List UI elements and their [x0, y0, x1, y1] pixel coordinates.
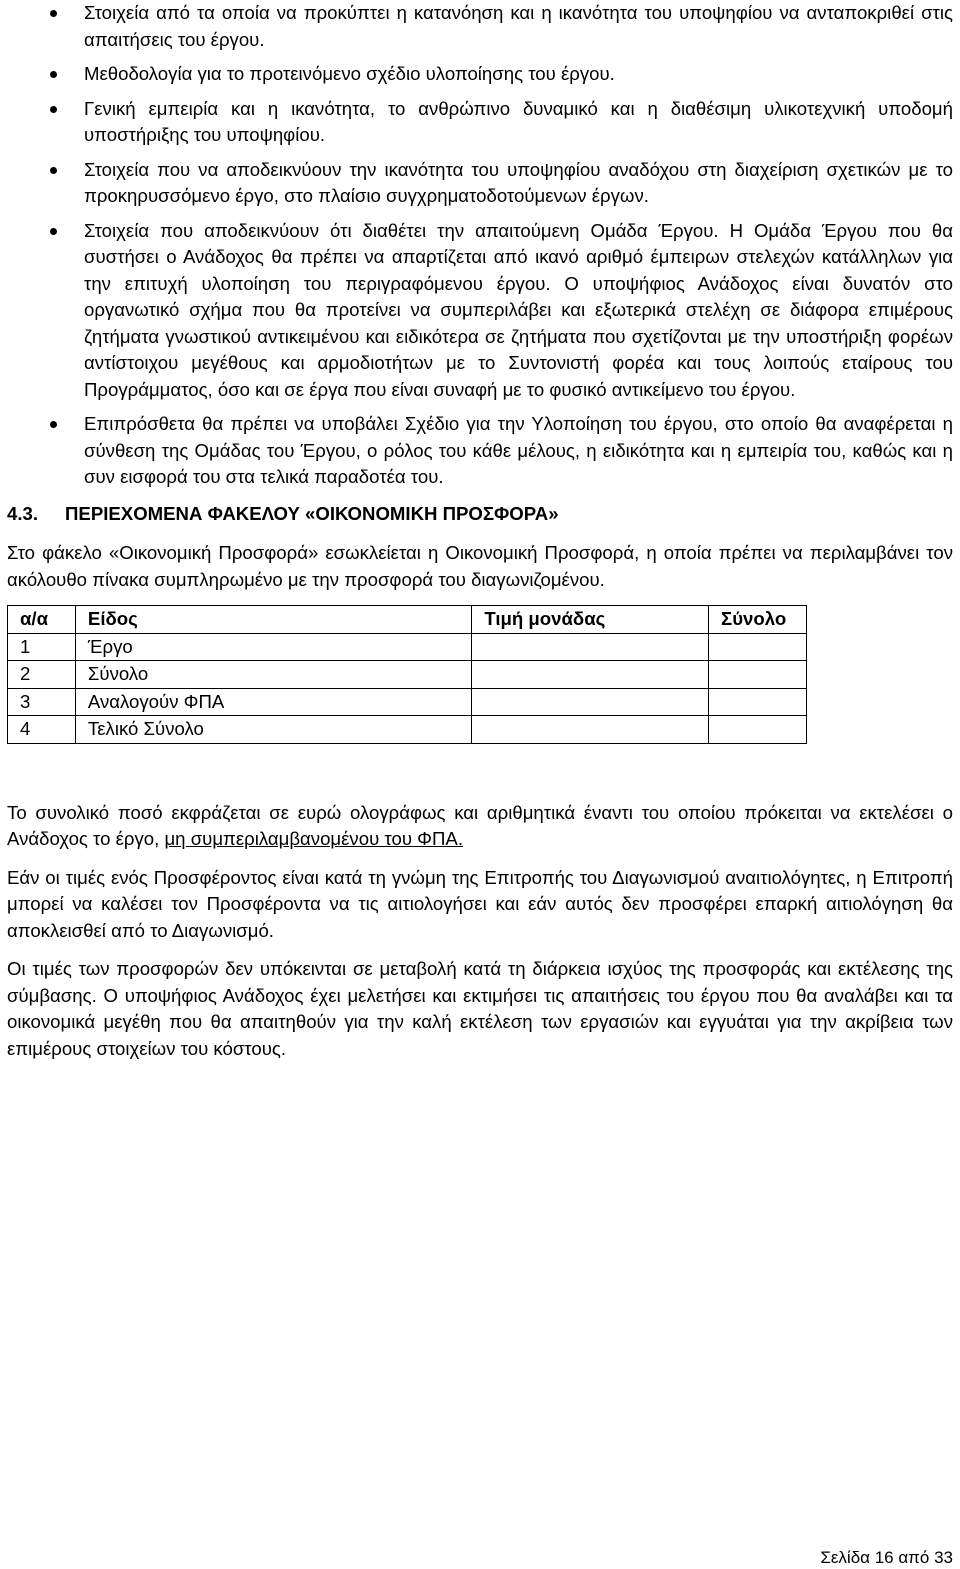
table-cell: Σύνολο [75, 661, 471, 689]
total-amount-paragraph: Το συνολικό ποσό εκφράζεται σε ευρώ ολογράφως και αριθμητικά έναντι του οποίου πρόκειται να εκτελέσει ο Ανάδοχος το έργο, μη συμπεριλαμβανομένου του ΦΠΑ. [7, 801, 953, 849]
list-item: Στοιχεία από τα οποία να προκύπτει η κατανόηση και η ικανότητα του υποψηφίου να ανταποκριθεί στις απαιτήσεις του έργου. [7, 0, 953, 53]
table-row [8, 716, 807, 744]
table-cell: Έργο [75, 633, 471, 661]
bullet-icon [50, 421, 57, 428]
list-item: Στοιχεία που να αποδεικνύουν την ικανότητα του υποψηφίου αναδόχου στη διαχείριση σχετικών με το προκηρυσσόμενο έργο, στο πλαίσιο συγχρηματοδοτούμενων έργων. [7, 157, 953, 210]
column-header-aa: α/α [8, 606, 76, 634]
financial-offer-table [7, 605, 807, 744]
column-header-total: Σύνολο [709, 606, 807, 634]
list-item: Επιπρόσθετα θα πρέπει να υποβάλει Σχέδιο για την Υλοποίηση του έργου, στο οποίο θα αναφέρεται η σύνθεση της Ομάδας του Έργου, ο ρόλος του κάθε μέλους, η ειδικότητα και η εμπειρία του, καθώς και η συν εισφορά του στα τελικά παραδοτέα του. [7, 411, 953, 491]
bullet-icon [50, 71, 57, 78]
section-number: 4.3. [7, 502, 39, 524]
list-item: Στοιχεία που αποδεικνύουν ότι διαθέτει την απαιτούμενη Ομάδα Έργου. Η Ομάδα Έργου που θα συστήσει ο Ανάδοχος θα πρέπει να απαρτίζεται από ικανό αριθμό έμπειρων στελεχών κατάλληλων για την επιτυχή υλοποίηση του περιγραφόμενου έργου. Ο υποψήφιος Ανάδοχος είναι δυνατόν στο οργανωτικό σχήμα που θα προτείνει να συμπεριλάβει και εξωτερικά στελέχη σε διάφορα επιμέρους ζητήματα γνωστικού αντικειμένου και ειδικότερα σε ζητήματα που σχετίζονται με την υποστήριξη φορέων αντίστοιχου μεγέθους και αρμοδιοτήτων με το Συντονιστή φορέα και τους λοιπούς εταίρους του Προγράμματος, όσο και σε έργα που είναι συναφή με το φυσικό αντικείμενο του έργου. [7, 218, 953, 404]
table-cell: Τελικό Σύνολο [75, 716, 471, 744]
page-number: Σελίδα 16 από 33 [820, 1548, 953, 1567]
bullet-icon [50, 10, 57, 17]
list-item: Γενική εμπειρία και η ικανότητα, το ανθρώπινο δυναμικό και η διαθέσιμη υλικοτεχνική υποδομή υποστήριξης του υποψηφίου. [7, 96, 953, 149]
table-row [8, 633, 807, 661]
document-page [7, 0, 953, 1074]
intro-paragraph: Στο φάκελο «Οικονομική Προσφορά» εσωκλείεται η Οικονομική Προσφορά, η οποία πρέπει να περιλαμβάνει τον ακόλουθο πίνακα συμπληρωμένο με την προσφορά του διαγωνιζομένου. [7, 542, 953, 590]
table-cell [709, 633, 807, 661]
table-header-row [8, 606, 807, 634]
table-row [8, 661, 807, 689]
table-cell: Αναλογούν ΦΠΑ [75, 688, 471, 716]
table-cell [709, 716, 807, 744]
table-cell: 3 [8, 688, 76, 716]
table-cell [709, 661, 807, 689]
table-cell: 4 [8, 716, 76, 744]
table-cell [472, 716, 709, 744]
bullet-icon [50, 167, 57, 174]
column-header-unit-price: Τιμή μονάδας [472, 606, 709, 634]
section-title: ΠΕΡΙΕΧΟΜΕΝΑ ΦΑΚΕΛΟΥ «ΟΙΚΟΝΟΜΙΚΗ ΠΡΟΣΦΟΡΑ» [65, 502, 559, 524]
table-cell [472, 661, 709, 689]
table-cell [709, 688, 807, 716]
table-cell [472, 633, 709, 661]
bullet-icon [50, 106, 57, 113]
bullet-icon [50, 228, 57, 235]
table-cell: 2 [8, 661, 76, 689]
section-heading [7, 501, 953, 528]
unjustified-prices-paragraph: Εάν οι τιμές ενός Προσφέροντος είναι κατά τη γνώμη της Επιτροπής του Διαγωνισμού αναιτιολόγητες, η Επιτροπή μπορεί να καλέσει τον Προσφέροντα να τις αιτιολογήσει και εάν αυτός δεν προσφέρει επαρκή αιτιολόγηση θα αποκλεισθεί από το Διαγωνισμό. [7, 866, 953, 941]
vat-excluded-note: μη συμπεριλαμβανομένου του ΦΠΑ. [164, 828, 463, 849]
table-row [8, 688, 807, 716]
list-item: Μεθοδολογία για το προτεινόμενο σχέδιο υλοποίησης του έργου. [7, 61, 953, 88]
table-cell: 1 [8, 633, 76, 661]
price-validity-paragraph: Οι τιμές των προσφορών δεν υπόκεινται σε μεταβολή κατά τη διάρκεια ισχύος της προσφοράς και εκτέλεσης της σύμβασης. Ο υποψήφιος Ανάδοχος έχει μελετήσει και εκτιμήσει τις απαιτήσεις του έργου που θα αναλάβει και τα οικονομικά μεγέθη που θα απαιτηθούν για την καλή εκτέλεση των εργασιών και εγγυάται για την ακρίβεια των επιμέρους στοιχείων του κόστους. [7, 958, 953, 1059]
table-cell [472, 688, 709, 716]
column-header-item: Είδος [75, 606, 471, 634]
spacer [7, 744, 953, 800]
requirements-list [7, 0, 953, 491]
